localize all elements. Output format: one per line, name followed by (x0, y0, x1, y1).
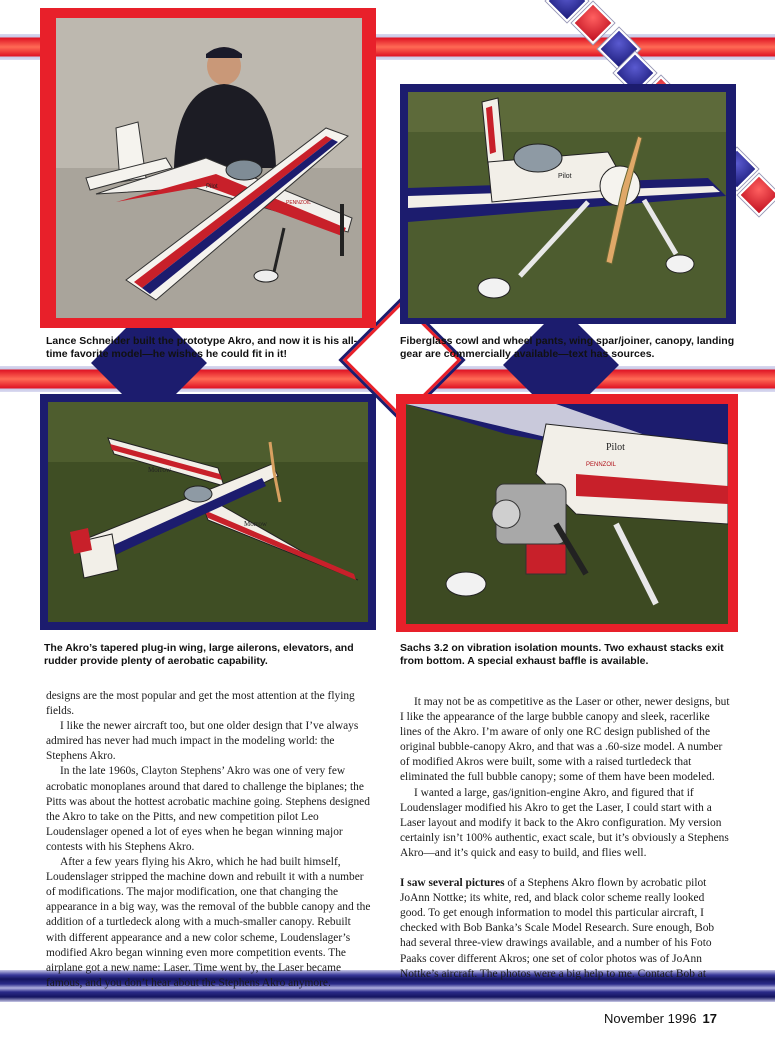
paragraph: It may not be as competitive as the Laser or other, newer designs, but I like the appearance of the large bubble canopy and sleek, racerlike lines of the Akro. I’m aware of only one RC design published of the original bubble-canopy Akro, and that was a .60-size model. A number of modified Akros were built, some with a raised turtledeck that eliminated the full bubble canopy; some of them have been modeled. (400, 696, 730, 784)
photo-wing-frame (40, 394, 376, 630)
paragraph: I like the newer aircraft too, but one older design that I’ve always admired has never had much impact in the modeling world: the Stephens Akro. (46, 720, 359, 763)
photo-text-brand: PENNZOIL (586, 462, 617, 468)
paragraph: In the late 1960s, Clayton Stephens’ Akro was one of very few acrobatic monoplanes around that dared to challenge the biplanes; the Pitts was about the hottest acrobatic machine going. Stephens designed the Akro to take on the Pitts, and new competition pilot Leo Loudenslager opened a lot of eyes when he began winning major contests with his Stephens Akro. (46, 765, 370, 853)
photo-cowl-frame (400, 84, 736, 324)
photo-text-pilot: Pilot (558, 173, 572, 180)
photo-wing-overview (48, 402, 368, 622)
caption-builder: Lance Schneider built the prototype Akro, and now it is his all-time favorite model—he wishes he could fit in it! (46, 335, 358, 360)
page-number: 17 (702, 1011, 717, 1026)
photo-cowl-and-gear (408, 92, 726, 318)
photo-text-wing-name: Morrow (244, 520, 267, 528)
page-footer (604, 1011, 717, 1026)
paragraph: After a few years flying his Akro, which he had built himself, Loudenslager stripped the machine down and rebuilt it with a number of modifications. The major modification, one that changing the appearance in a big way, was the removal of the bubble canopy and the addition of a turtledeck along with a much-smaller canopy. Rebuilt with different appearance and a new color scheme, Loudenslager’s modified Akro began winning even more competition events. The airplane got a new name: Laser. Time went by, the Laser became famous, and you don’t hear about the Stephens Akro anymore. (46, 856, 371, 989)
photo-wing-image (48, 402, 368, 622)
photo-builder-image (56, 18, 362, 318)
paragraph: designs are the most popular and get the most attention at the flying fields. (46, 690, 355, 718)
caption-wing: The Akro’s tapered plug-in wing, large ailerons, elevators, and rudder provide plenty of aerobatic capability. (44, 642, 354, 667)
caption-engine: Sachs 3.2 on vibration isolation mounts. Two exhaust stacks exit from bottom. A special exhaust baffle is available. (400, 642, 724, 667)
paragraph-text: of a Stephens Akro flown by acrobatic pilot JoAnn Nottke; its white, red, and black color scheme really looked good. To get enough information to model this particular aircraft, I checked with Bob Banka’s Scale Model Research. Sure enough, Bob had several three-view drawings available, and a number of his Foto Paaks cover different Akros; one set of color photos was of JoAnn Nottke’s aircraft. The photos were a big help to me. Contact Bob at (400, 877, 715, 980)
photo-engine-mount (406, 404, 728, 624)
photo-text-pilot: Pilot (606, 442, 625, 453)
paragraph-lead-in: I saw several pictures (400, 877, 505, 890)
photo-engine-image (406, 404, 728, 624)
issue-date: November 1996 (604, 1011, 697, 1026)
paragraph: I wanted a large, gas/ignition-engine Akro, and figured that if Loudenslager modified his Akro to get the Laser, I could start with a Laser layout and modify it back to the Akro configuration. My version certainly isn’t 100% authentic, exact scale, but it’s obviously a Stephens Akro—and it’s quick and easy to build, and flies well. (400, 786, 729, 859)
photo-builder-frame (40, 8, 376, 328)
photo-builder-with-akro (56, 18, 362, 318)
photo-cowl-image (408, 92, 726, 318)
article-column-right (400, 695, 732, 982)
paragraph (400, 876, 732, 982)
photo-text-pilot: Pilot (206, 184, 218, 190)
photo-text-brand: PENNZOIL (286, 200, 312, 206)
photo-engine-frame (396, 394, 738, 632)
photo-text-wing-name: Morrow (148, 466, 171, 474)
article-column-left (46, 689, 372, 991)
caption-cowl: Fiberglass cowl and wheel pants, wing spar/joiner, canopy, landing gear are commercially available—text has sources. (400, 335, 735, 360)
